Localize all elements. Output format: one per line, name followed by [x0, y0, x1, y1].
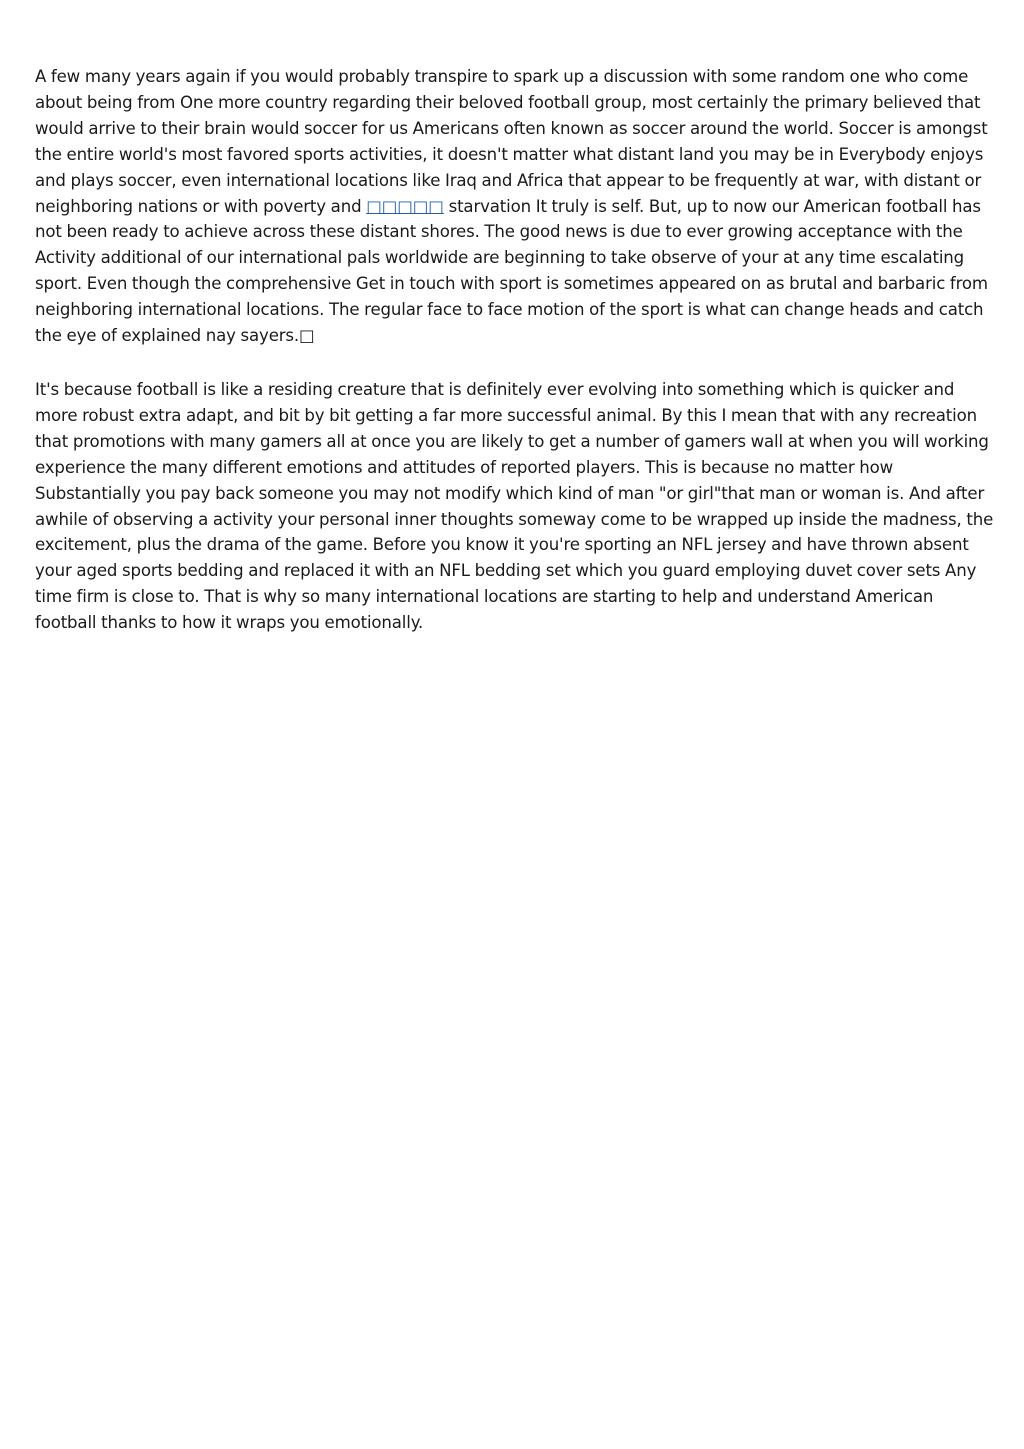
paragraph-1-text-end: starvation It truly is self. But, up to now our American football has not been ready to achieve across these distant shores. The good news is due to ever growing acceptance with the Activity additional of our international pals worldwide are beginning to take observe of your at any time escalating sport. Even though the comprehensive Get in touch with sport is sometimes appeared on as brutal and barbaric from neighboring international locations. The regular face to face motion of the sport is what can change heads and catch the eye of explained nay sayers.□	[35, 196, 988, 346]
inline-link[interactable]: □□□□□	[366, 196, 444, 216]
paragraph-1	[35, 64, 995, 349]
paragraph-2: It's because football is like a residing creature that is definitely ever evolving into something which is quicker and more robust extra adapt, and bit by bit getting a far more successful animal. By this I mean that with any recreation that promotions with many gamers all at once you are likely to get a number of gamers wall at when you will working experience the many different emotions and attitudes of reported players. This is because no matter how Substantially you pay back someone you may not modify which kind of man "or girl"that man or woman is. And after awhile of observing a activity your personal inner thoughts someway come to be wrapped up inside the madness, the excitement, plus the drama of the game. Before you know it you're sporting an NFL jersey and have thrown absent your aged sports bedding and replaced it with an NFL bedding set which you guard employing duvet cover sets Any time firm is close to. That is why so many international locations are starting to help and understand American football thanks to how it wraps you emotionally.	[35, 379, 994, 633]
paragraph-1-text-start: A few many years again if you would probably transpire to spark up a discussion with some random one who come about being from One more country regarding their beloved football group, most certainly the primary believed that would arrive to their brain would soccer for us Americans often known as soccer around the world. Soccer is amongst the entire world's most favored sports activities, it doesn't matter what distant land you may be in Everybody enjoys and plays soccer, even international locations like Iraq and Africa that appear to be frequently at war, with distant or neighboring nations or with poverty and	[35, 67, 988, 216]
document-body	[35, 64, 995, 664]
